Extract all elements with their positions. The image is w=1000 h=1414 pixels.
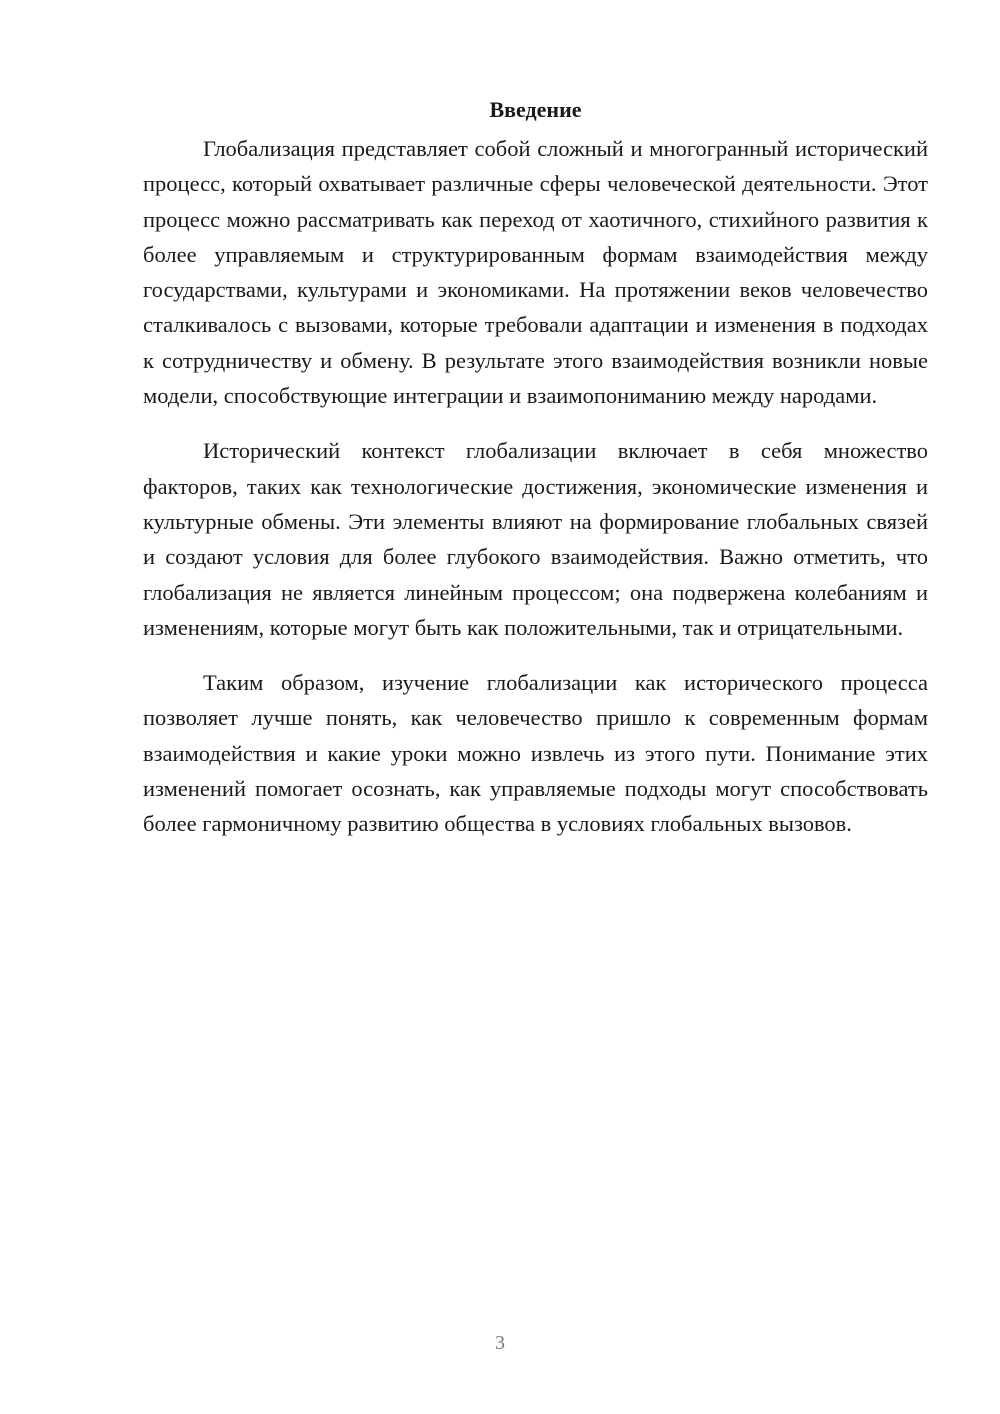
paragraph-1: Глобализация представляет собой сложный и многогранный исторический процесс, который охватывает различные сферы человеческой деятельности. Этот процесс можно рассматривать как переход от хаотичного, стихийного развития к более управляемым и структурированным формам взаимодействия между государствами, культурами и экономиками. На протяжении веков человечество сталкивалось с вызовами, которые требовали адаптации и изменения в подходах к сотрудничеству и обмену. В результате этого взаимодействия возникли новые модели, способствующие интеграции и взаимопониманию между народами. [143,136,928,409]
paragraph-3: Таким образом, изучение глобализации как исторического процесса позволяет лучше понять, как человечество пришло к современным формам взаимодействия и какие уроки можно извлечь из этого пути. Понимание этих изменений помогает осознать, как управляемые подходы могут способствовать более гармоничному развитию общества в условиях глобальных вызовов. [143,670,928,837]
page-number: 3 [495,1332,505,1354]
page-content [143,92,928,862]
section-heading: Введение [489,97,582,122]
paragraph-2: Исторический контекст глобализации включает в себя множество факторов, таких как технологические достижения, экономические изменения и культурные обмены. Эти элементы влияют на формирование глобальных связей и создают условия для более глубокого взаимодействия. Важно отметить, что глобализация не является линейным процессом; она подвержена колебаниям и изменениям, которые могут быть как положительными, так и отрицательными. [143,438,928,640]
